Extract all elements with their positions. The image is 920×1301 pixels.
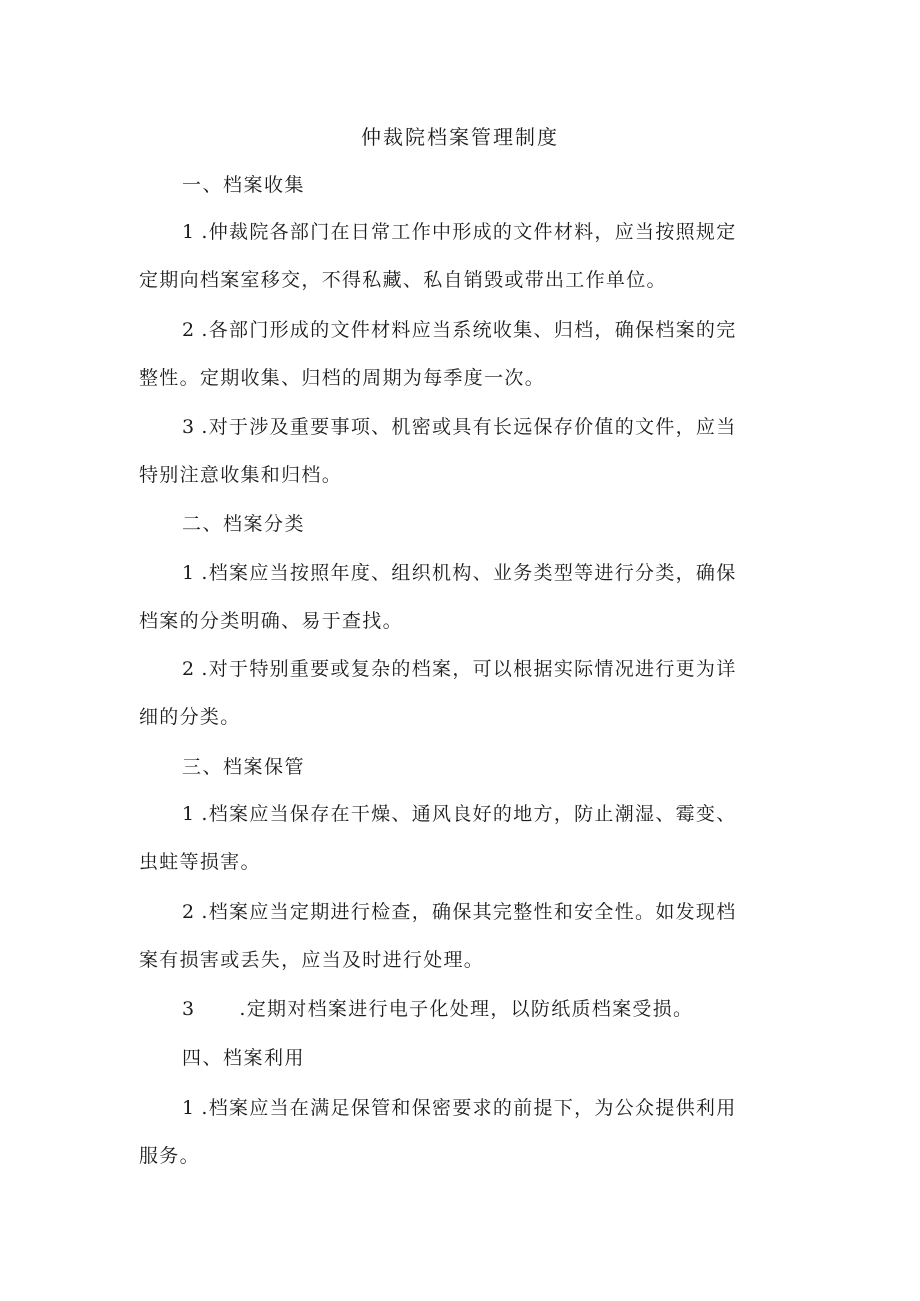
- item-number: 1: [182, 803, 196, 825]
- section-heading-storage: 三、档案保管: [182, 756, 306, 778]
- paragraph: [139, 208, 784, 304]
- paragraph-line: 案有损害或丢失，应当及时进行处理。: [139, 949, 485, 971]
- item-number: 1: [182, 562, 196, 584]
- section-heading-classification: 二、档案分类: [182, 513, 306, 535]
- item-number: 2: [182, 658, 196, 680]
- paragraph: [139, 1084, 784, 1180]
- paragraph-line: .对于特别重要或复杂的档案，可以根据实际情况进行更为详: [201, 658, 737, 680]
- paragraph-line: .档案应当按照年度、组织机构、业务类型等进行分类，确保: [201, 562, 737, 584]
- paragraph-line: 服务。: [139, 1145, 200, 1167]
- paragraph-line: .档案应当定期进行检查，确保其完整性和安全性。如发现档: [201, 901, 737, 923]
- item-number: 2: [182, 319, 196, 341]
- document-title: 仲裁院档案管理制度: [361, 125, 559, 149]
- paragraph-line: 定期向档案室移交，不得私藏、私自销毁或带出工作单位。: [139, 269, 667, 291]
- item-number: 3: [182, 998, 196, 1020]
- section-heading-utilization: 四、档案利用: [182, 1047, 306, 1069]
- paragraph-line: 虫蛀等损害。: [139, 851, 261, 873]
- paragraph-line: .档案应当保存在干燥、通风良好的地方，防止潮湿、霉变、: [201, 803, 737, 825]
- paragraph-line: 细的分类。: [139, 706, 241, 728]
- paragraph-line: 整性。定期收集、归档的周期为每季度一次。: [139, 367, 546, 389]
- paragraph: [139, 549, 784, 645]
- paragraph-line: .定期对档案进行电子化处理，以防纸质档案受损。: [239, 998, 694, 1020]
- paragraph-line: 档案的分类明确、易于查找。: [139, 610, 403, 632]
- paragraph: [139, 790, 784, 886]
- paragraph: [139, 888, 784, 984]
- paragraph: [139, 306, 784, 402]
- paragraph-line: .各部门形成的文件材料应当系统收集、归档，确保档案的完: [201, 319, 737, 341]
- paragraph-line: .档案应当在满足保管和保密要求的前提下，为公众提供利用: [201, 1097, 737, 1119]
- item-number: 2: [182, 901, 196, 923]
- paragraph-line: .仲裁院各部门在日常工作中形成的文件材料，应当按照规定: [201, 221, 737, 243]
- item-number: 1: [182, 1097, 196, 1119]
- paragraph: [139, 985, 784, 1033]
- paragraph-line: 特别注意收集和归档。: [139, 464, 343, 486]
- item-number: 3: [182, 416, 196, 438]
- paragraph: [139, 403, 784, 499]
- paragraph-line: .对于涉及重要事项、机密或具有长远保存价值的文件，应当: [201, 416, 737, 438]
- paragraph: [139, 645, 784, 741]
- section-heading-collection: 一、档案收集: [182, 174, 306, 196]
- item-number: 1: [182, 221, 196, 243]
